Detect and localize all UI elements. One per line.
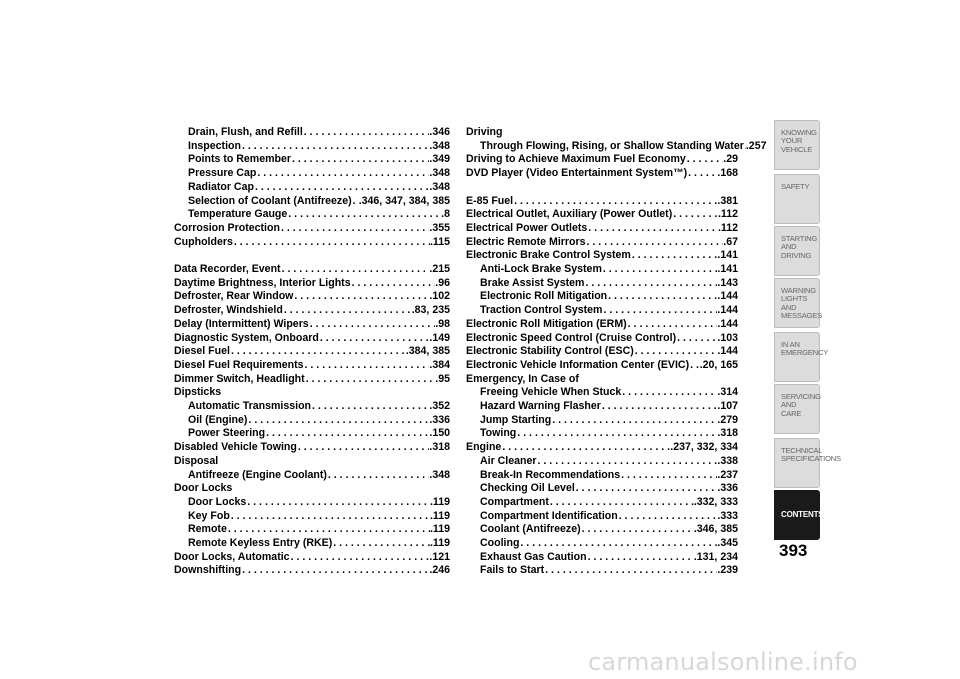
index-entry-label: Hazard Warning Flasher: [480, 400, 601, 413]
index-entry-label: Driving: [466, 126, 503, 138]
index-entry-page: .338: [717, 454, 738, 467]
dot-leader: [602, 263, 718, 277]
index-heading: [174, 482, 450, 496]
index-entry-label: Selection of Coolant (Antifreeze): [188, 194, 352, 207]
tab-knowing-your-vehicle[interactable]: [774, 120, 820, 170]
index-entry: [466, 222, 738, 236]
index-entry: [174, 537, 450, 551]
dot-leader: [304, 359, 430, 373]
index-entry-page: .355: [429, 221, 450, 234]
index-heading: [174, 455, 450, 469]
index-column-left: [174, 126, 450, 578]
index-entry: [466, 167, 738, 181]
index-spacer: [466, 181, 738, 195]
index-entry-label: Electronic Stability Control (ESC): [466, 345, 634, 358]
index-entry-label: Key Fob: [188, 509, 230, 522]
dot-leader: [586, 236, 724, 250]
dot-leader: [587, 551, 694, 565]
index-entry-page: .332, 333: [693, 495, 738, 508]
index-entry: [466, 290, 738, 304]
index-entry: [174, 236, 450, 250]
tab-label-line: AND: [781, 302, 797, 312]
tab-label-line: STARTING: [781, 234, 818, 243]
index-entry-label: Compartment: [480, 495, 549, 508]
index-entry-page: .144: [717, 290, 738, 303]
index-entry-page: .149: [429, 331, 450, 344]
index-entry: [466, 236, 738, 250]
index-entry: [466, 427, 738, 441]
index-entry-page: .215: [429, 263, 450, 276]
index-entry-page: .384, 385: [405, 345, 450, 358]
index-entry-label: Power Steering: [188, 427, 266, 440]
dot-leader: [254, 181, 429, 195]
index-entry: [174, 551, 450, 565]
dot-leader: [634, 345, 718, 359]
dot-leader: [241, 564, 429, 578]
index-entry-page: .112: [717, 208, 738, 221]
index-heading: [174, 386, 450, 400]
tab-starting-and-driving[interactable]: [774, 226, 820, 276]
index-entry-label: Jump Starting: [480, 413, 552, 426]
index-entry-label: Temperature Gauge: [188, 208, 288, 221]
index-entry-page: .345: [717, 537, 738, 550]
tab-label-line: SPECIFICATIONS: [781, 454, 841, 464]
tab-technical-specifications[interactable]: [774, 438, 841, 488]
dot-leader: [265, 427, 429, 441]
tab-label-line: DRIVING: [781, 250, 812, 260]
index-entry-page: .346, 347, 384, 385: [358, 194, 450, 207]
index-entry: [466, 482, 738, 496]
index-entry-label: Through Flowing, Rising, or Shallow Standing Water: [480, 139, 744, 152]
tab-label-line: LIGHTS: [781, 294, 808, 304]
index-entry-page: .131, 234: [693, 550, 738, 563]
dot-leader: [290, 551, 430, 565]
dot-leader: [283, 304, 412, 318]
dot-leader: [584, 277, 717, 291]
index-entry-label: Exhaust Gas Caution: [480, 550, 587, 563]
dot-leader: [287, 208, 441, 222]
index-entry: [174, 427, 450, 441]
index-entry-page: .279: [717, 413, 738, 426]
index-entry-page: .67: [723, 235, 738, 248]
index-entry: [466, 455, 738, 469]
index-heading: [466, 126, 738, 140]
tab-label-line: AND CARE: [781, 400, 802, 418]
index-entry: [466, 359, 738, 373]
index-entry: [174, 153, 450, 167]
index-entry-label: Electric Remote Mirrors: [466, 235, 586, 248]
index-entry: [174, 414, 450, 428]
dot-leader: [544, 564, 717, 578]
index-entry-page: .96: [435, 276, 450, 289]
index-entry-label: Engine: [466, 441, 502, 454]
index-entry-label: Electrical Outlet, Auxiliary (Power Outlet): [466, 208, 673, 221]
index-entry-page: .348: [429, 468, 450, 481]
index-entry: [174, 167, 450, 181]
index-entry-page: .8: [441, 208, 450, 221]
index-entry: [466, 139, 767, 154]
index-entry: [174, 318, 450, 332]
dot-leader: [247, 414, 429, 428]
index-entry-label: Diesel Fuel: [174, 345, 230, 358]
index-entry: [466, 510, 738, 524]
index-entry: [466, 249, 738, 263]
dot-leader: [227, 523, 430, 537]
tab-label-line: AND: [781, 242, 797, 252]
index-entry-label: Inspection: [188, 139, 241, 152]
dot-leader: [631, 249, 718, 263]
index-entry: [466, 400, 738, 414]
index-entry: [174, 523, 450, 537]
index-entry-page: .346: [429, 126, 450, 138]
tab-label-line: TECHNICAL: [781, 446, 823, 455]
index-entry: [174, 304, 450, 318]
index-entry-label: Electronic Speed Control (Cruise Control): [466, 331, 677, 344]
index-entry-label: Brake Assist System: [480, 276, 585, 289]
index-entry-page: .119: [429, 537, 450, 550]
dot-leader: [602, 304, 717, 318]
dot-leader: [618, 510, 718, 524]
index-entry: [466, 537, 738, 551]
index-entry-label: Oil (Engine): [188, 413, 248, 426]
index-entry-label: Remote: [188, 523, 227, 536]
index-entry-label: Pressure Cap: [188, 167, 257, 180]
index-entry-page: .237: [717, 468, 738, 481]
tab-safety[interactable]: [774, 174, 820, 224]
index-entry: [174, 345, 450, 359]
dot-leader: [311, 400, 429, 414]
index-entry-label: Electronic Roll Mitigation: [480, 290, 608, 303]
index-entry-page: .314: [717, 386, 738, 399]
tab-label-line: VEHICLE: [781, 144, 813, 154]
index-entry-label: Electronic Roll Mitigation (ERM): [466, 317, 627, 330]
index-entry: [174, 277, 450, 291]
index-entry-label: Points to Remember: [188, 153, 292, 166]
index-entry-label: Antifreeze (Engine Coolant): [188, 468, 327, 481]
dot-leader: [501, 441, 670, 455]
index-entry: [466, 441, 738, 455]
dot-leader: [621, 386, 717, 400]
dot-leader: [620, 469, 717, 483]
index-entry-label: Defroster, Rear Window: [174, 290, 294, 303]
index-entry-label: Anti-Lock Brake System: [480, 263, 602, 276]
index-entry: [174, 222, 450, 236]
tab-label-line: EMERGENCY: [781, 348, 829, 358]
index-entry-label: Automatic Transmission: [188, 400, 312, 413]
index-entry-page: .381: [717, 194, 738, 207]
dot-leader: [672, 208, 718, 222]
index-entry-label: Disabled Vehicle Towing: [174, 441, 297, 454]
index-entry: [466, 332, 738, 346]
index-entry: [466, 551, 738, 565]
index-entry-label: Cooling: [480, 537, 520, 550]
index-entry-page: .107: [717, 400, 738, 413]
index-entry-label: Driving to Achieve Maximum Fuel Economy: [466, 153, 686, 166]
dot-leader: [549, 496, 694, 510]
dot-leader: [627, 318, 718, 332]
tab-label-line: SAFETY: [781, 182, 810, 191]
tab-label-line: CONTENTS: [781, 510, 824, 519]
index-entry-label: Dimmer Switch, Headlight: [174, 372, 305, 385]
dot-leader: [351, 277, 436, 291]
index-entry-label: Break-In Recommendations: [480, 468, 621, 481]
index-entry-label: Data Recorder, Event: [174, 263, 281, 276]
dot-leader: [230, 345, 406, 359]
index-entry-label: Freeing Vehicle When Stuck: [480, 386, 622, 399]
dot-leader: [581, 523, 694, 537]
index-entry-page: .349: [429, 153, 450, 166]
index-entry-label: Fails to Start: [480, 564, 545, 577]
index-entry-label: Electronic Brake Control System: [466, 249, 631, 262]
watermark: carmanualsonline.info: [588, 648, 858, 676]
index-entry-label: E-85 Fuel: [466, 194, 514, 207]
dot-leader: [256, 167, 429, 181]
index-entry-page: .257: [745, 139, 767, 152]
index-entry: [466, 318, 738, 332]
index-entry-label: Diagnostic System, Onboard: [174, 331, 319, 344]
index-entry-page: .83, 235: [411, 304, 450, 317]
index-entry-page: .168: [717, 167, 738, 180]
index-entry: [466, 469, 738, 483]
index-entry: [174, 400, 450, 414]
dot-leader: [293, 290, 429, 304]
tab-label-line: YOUR: [781, 136, 803, 146]
index-entry-label: Traction Control System: [480, 304, 603, 317]
index-entry-label: Downshifting: [174, 564, 242, 577]
dot-leader: [332, 537, 430, 551]
index-entry-page: .143: [717, 276, 738, 289]
index-entry-page: .112: [717, 221, 738, 234]
index-entry-page: .141: [717, 249, 738, 262]
index-entry-label: Diesel Fuel Requirements: [174, 358, 304, 371]
index-entry-page: .239: [717, 564, 738, 577]
index-entry-page: .141: [717, 263, 738, 276]
index-entry: [174, 126, 450, 140]
index-entry-label: Checking Oil Level: [480, 482, 575, 495]
index-entry-page: .318: [429, 441, 450, 454]
index-entry-page: .348: [429, 139, 450, 152]
index-entry-label: Radiator Cap: [188, 180, 254, 193]
dot-leader: [519, 537, 717, 551]
index-entry-label: Drain, Flush, and Refill: [188, 126, 303, 138]
index-entry: [174, 195, 450, 209]
index-entry-page: .119: [429, 495, 450, 508]
index-entry-label: Compartment Identification: [480, 509, 618, 522]
tab-in-an-emergency[interactable]: [774, 332, 829, 382]
index-entry: [174, 373, 450, 387]
index-entry-label: Coolant (Antifreeze): [480, 523, 581, 536]
tab-warning-lights-and-messages[interactable]: [774, 278, 823, 328]
index-entry: [466, 386, 738, 400]
index-entry-page: .144: [717, 317, 738, 330]
section-tabs: [774, 120, 841, 542]
index-entry: [466, 345, 738, 359]
index-entry-page: .121: [429, 550, 450, 563]
tab-label-line: SERVICING: [781, 392, 821, 401]
index-entry-label: Electrical Power Outlets: [466, 221, 588, 234]
index-entry-page: .150: [429, 427, 450, 440]
dot-leader: [327, 469, 429, 483]
index-entry-page: .102: [429, 290, 450, 303]
index-entry: [174, 510, 450, 524]
index-entry-page: .352: [429, 400, 450, 413]
dot-leader: [280, 222, 429, 236]
index-entry-label: Disposal: [174, 454, 219, 467]
index-entry-page: .384: [429, 358, 450, 371]
index-entry-label: Air Cleaner: [480, 454, 537, 467]
index-entry-label: Dipsticks: [174, 386, 222, 399]
index-entry-page: .20, 165: [699, 358, 738, 371]
index-entry-page: .237, 332, 334: [670, 441, 738, 454]
dot-leader: [575, 482, 718, 496]
dot-leader: [230, 510, 430, 524]
index-entry-page: .95: [435, 372, 450, 385]
tab-label-line: KNOWING: [781, 128, 817, 137]
dot-leader: [676, 332, 717, 346]
tab-label-line: IN AN: [781, 340, 800, 349]
tab-label-line: WARNING: [781, 286, 817, 295]
index-entry-page: .98: [435, 317, 450, 330]
index-entry-page: .144: [717, 304, 738, 317]
index-entry-label: Door Locks, Automatic: [174, 550, 290, 563]
index-entry-label: Emergency, In Case of: [466, 372, 579, 385]
dot-leader: [241, 140, 429, 154]
index-entry-label: Corrosion Protection: [174, 221, 280, 234]
dot-leader: [305, 373, 436, 387]
index-entry: [466, 277, 738, 291]
dot-leader: [246, 496, 430, 510]
index-entry-label: Defroster, Windshield: [174, 304, 283, 317]
dot-leader: [352, 195, 359, 209]
index-entry-page: .346, 385: [693, 523, 738, 536]
index-entry: [466, 263, 738, 277]
index-entry-page: .119: [429, 523, 450, 536]
index-entry-page: .348: [429, 167, 450, 180]
dot-leader: [319, 332, 430, 346]
index-entry-label: Towing: [480, 427, 517, 440]
index-entry: [466, 523, 738, 537]
tab-servicing-and-care[interactable]: [774, 384, 820, 434]
index-entry-page: .144: [717, 345, 738, 358]
index-entry-label: DVD Player (Video Entertainment System™): [466, 167, 688, 180]
dot-leader: [281, 263, 430, 277]
dot-leader: [601, 400, 718, 414]
dot-leader: [551, 414, 717, 428]
index-entry: [174, 263, 450, 277]
index-entry: [174, 181, 450, 195]
dot-leader: [233, 236, 430, 250]
index-entry-page: .348: [429, 180, 450, 193]
index-entry: [174, 469, 450, 483]
index-entry-page: .336: [429, 413, 450, 426]
index-entry-label: Delay (Intermittent) Wipers: [174, 317, 309, 330]
index-heading: [466, 373, 738, 387]
index-spacer: [174, 249, 450, 263]
dot-leader: [689, 359, 700, 373]
dot-leader: [303, 126, 430, 140]
dot-leader: [687, 167, 717, 181]
index-entry-label: Daytime Brightness, Interior Lights: [174, 276, 351, 289]
dot-leader: [513, 195, 717, 209]
index-entry-label: Remote Keyless Entry (RKE): [188, 537, 333, 550]
index-entry: [174, 208, 450, 222]
tab-label-line: MESSAGES: [781, 311, 823, 321]
index-entry-page: .119: [429, 509, 450, 522]
dot-leader: [607, 290, 717, 304]
index-entry: [174, 140, 450, 154]
dot-leader: [686, 153, 723, 167]
index-entry-label: Door Locks: [174, 482, 233, 495]
index-entry: [174, 496, 450, 510]
index-entry: [466, 195, 738, 209]
index-entry: [466, 208, 738, 222]
index-entry: [466, 153, 738, 167]
index-entry: [466, 496, 738, 510]
index-entry: [174, 359, 450, 373]
index-entry-label: Door Locks: [188, 495, 247, 508]
index-entry-page: .318: [717, 427, 738, 440]
dot-leader: [297, 441, 430, 455]
index-entry-page: .336: [717, 482, 738, 495]
index-entry: [466, 564, 738, 578]
index-entry-page: .115: [429, 235, 450, 248]
index-entry-page: .103: [717, 331, 738, 344]
index-entry: [174, 290, 450, 304]
index-entry-page: .333: [717, 509, 738, 522]
dot-leader: [587, 222, 718, 236]
index-entry-page: .246: [429, 564, 450, 577]
index-entry: [466, 414, 738, 428]
index-entry: [466, 304, 738, 318]
index-entry: [174, 332, 450, 346]
dot-leader: [309, 318, 436, 332]
index-entry-page: .29: [723, 153, 738, 166]
index-entry: [174, 441, 450, 455]
dot-leader: [516, 427, 717, 441]
index-entry-label: Cupholders: [174, 235, 233, 248]
dot-leader: [291, 153, 429, 167]
dot-leader: [537, 455, 718, 469]
index-column-right: [466, 126, 767, 578]
tab-contents[interactable]: [774, 490, 824, 540]
index-entry: [174, 564, 450, 578]
page-number: 393: [779, 541, 808, 560]
index-entry-label: Electronic Vehicle Information Center (EVIC): [466, 358, 690, 371]
